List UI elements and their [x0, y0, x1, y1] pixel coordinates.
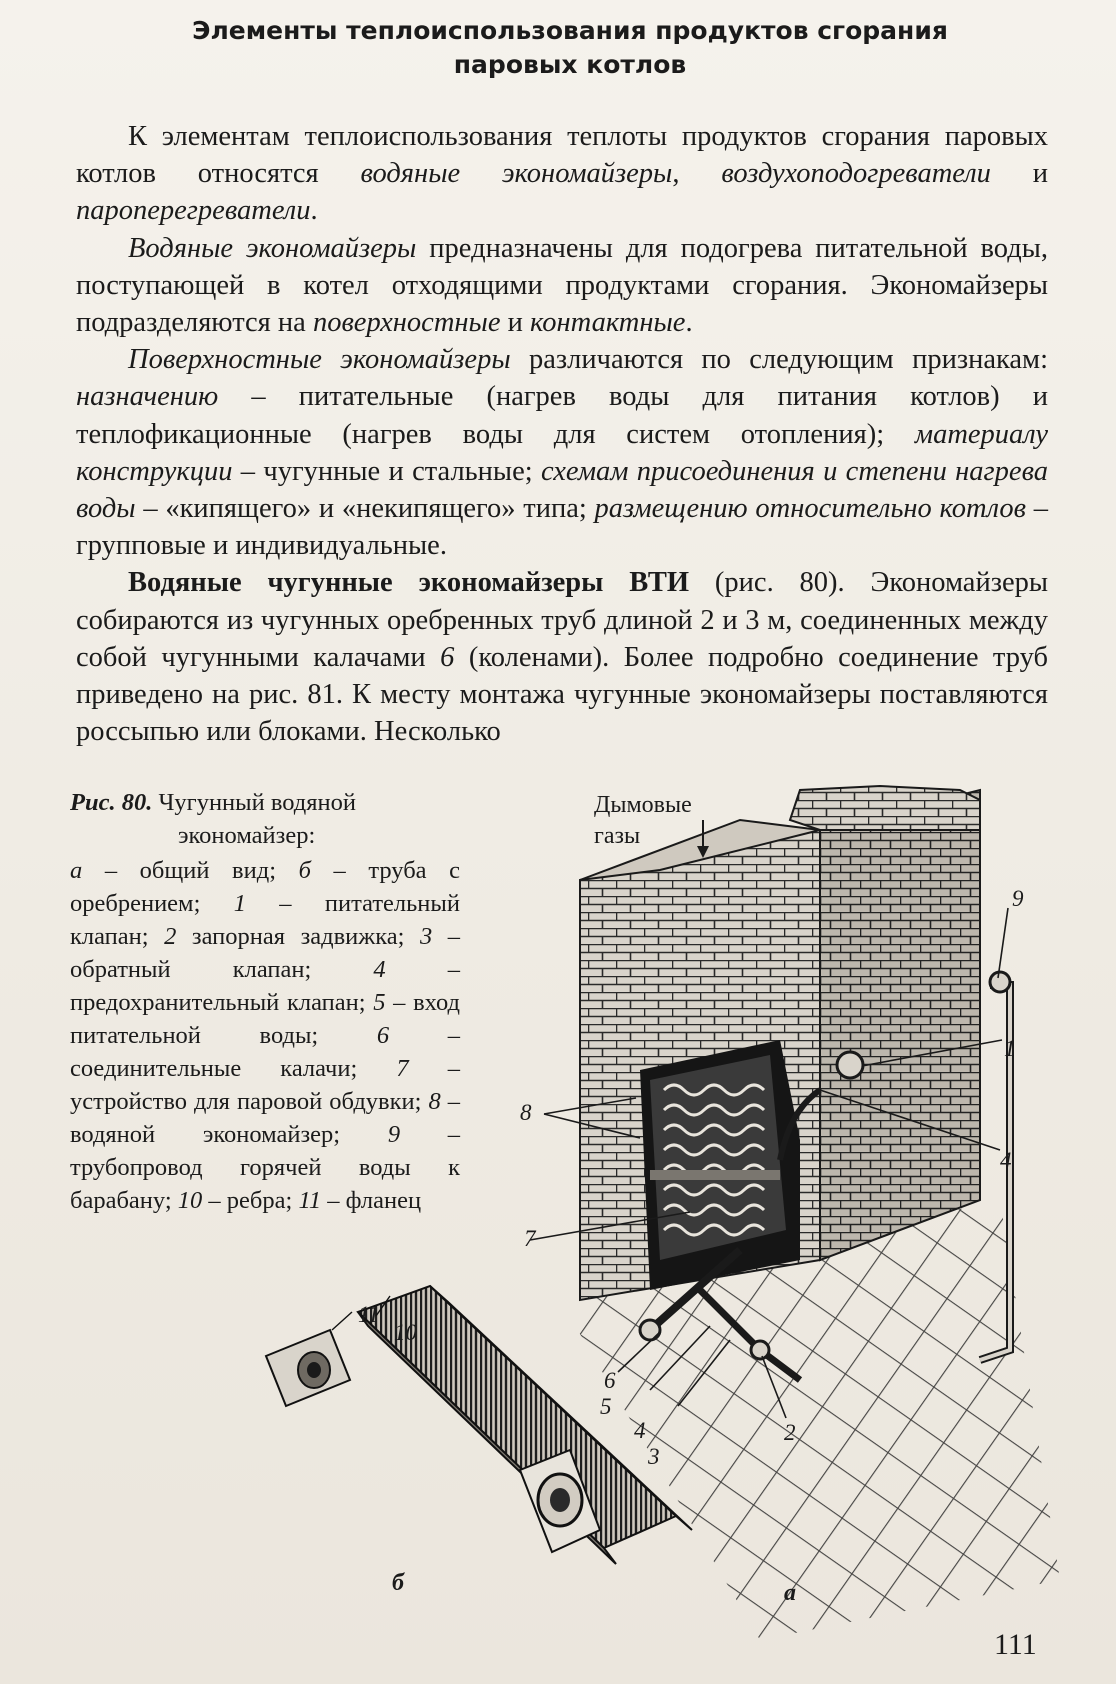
- callout-4: 4: [1000, 1148, 1012, 1173]
- callout-9: 9: [1012, 886, 1024, 911]
- legend-text: – труба с оребрением;: [70, 857, 460, 917]
- legend-key: а: [70, 857, 83, 884]
- text-run: (рис. 80). Экономайзеры собираются из чугунных оребренных труб длиной 2 и 3 м, соединенных между собой чугунными калачами: [76, 567, 1049, 673]
- callout-5: 5: [600, 1394, 612, 1419]
- legend-text: – вход питательной воды;: [70, 989, 460, 1049]
- figure-number: Рис. 80.: [70, 789, 153, 816]
- italic-term: материалу конструкции: [76, 418, 1048, 487]
- text-run: различаются по следующим признакам:: [510, 344, 1048, 376]
- legend-key: 2: [164, 923, 177, 950]
- legend-key: 6: [376, 1022, 390, 1049]
- text-run: – питательные (нагрев воды для питания котлов) и теплофикационные (нагрев воды для систем отопления);: [76, 381, 1048, 450]
- legend-key: 9: [387, 1121, 401, 1148]
- callout-2: 2: [784, 1420, 796, 1445]
- callout-6: 6: [604, 1368, 616, 1393]
- text-run: и: [990, 158, 1049, 190]
- legend-key: 3: [419, 923, 433, 950]
- legend-text: – устройство для паровой обдувки;: [70, 1055, 460, 1115]
- section-heading-line-1: Элементы теплоиспользования продуктов сгорания: [192, 16, 948, 45]
- italic-term: воздухоподогреватели: [721, 158, 991, 190]
- text-run: предназначены для подогрева питательной воды, поступающей в котел отходящими продуктами сгорания. Экономайзеры подразделяются на: [76, 232, 1048, 339]
- text-run: (коленами). Более подробно соединение труб приведено на рис. 81. К месту монтажа чугунные экономайзеры поставляются россыпью или блоками. Несколько: [76, 641, 1048, 748]
- legend-text: – водяной экономайзер;: [70, 1088, 460, 1148]
- subfigure-label-b: б: [392, 1570, 404, 1596]
- italic-term: Водяные экономайзеры: [128, 232, 417, 264]
- text-run: – чугунные и стальные;: [232, 455, 541, 487]
- italic-term: размещению относительно котлов: [594, 493, 1027, 525]
- legend-key: 11: [298, 1187, 322, 1214]
- callout-8: 8: [520, 1100, 532, 1125]
- italic-term: 6: [440, 641, 455, 673]
- legend-text: – фланец: [321, 1187, 422, 1214]
- italic-term: назначению: [76, 381, 219, 413]
- flue-gas-label: Дымовые газы: [594, 792, 692, 849]
- italic-term: пароперегреватели: [76, 195, 311, 227]
- callout-4b: 4: [634, 1418, 646, 1443]
- italic-term: схемам присоединения и степени нагрева воды: [76, 455, 1048, 525]
- text-run: К элементам теплоиспользования теплоты продуктов сгорания паровых котлов относятся: [76, 121, 1048, 190]
- legend-key: 1: [233, 890, 246, 917]
- callout-7: 7: [524, 1226, 536, 1251]
- italic-term: поверхностные: [312, 307, 501, 339]
- brick-setting: [580, 786, 980, 1300]
- text-run: и: [500, 307, 531, 339]
- legend-text: – питательный клапан;: [70, 890, 460, 950]
- section-heading-line-2: паровых котлов: [453, 50, 687, 79]
- legend-key: 7: [396, 1055, 409, 1082]
- legend-text: – трубопровод горячей воды к барабану;: [70, 1121, 461, 1214]
- text-run: .: [685, 307, 693, 339]
- page-number: 111: [994, 1628, 1037, 1661]
- legend-text: – соединительные калачи;: [70, 1022, 461, 1082]
- figure-title-line-2: экономайзер:: [178, 822, 316, 849]
- italic-term: контактные: [530, 307, 686, 339]
- italic-term: водяные экономайзеры: [360, 158, 673, 190]
- callout-11: 11: [358, 1302, 380, 1327]
- figure-title-line-1: Чугунный водяной: [158, 789, 357, 816]
- legend-text: запорная задвижка;: [176, 923, 420, 950]
- italic-term: Поверхностные экономайзеры: [128, 344, 511, 376]
- legend-text: – обратный клапан;: [70, 923, 461, 983]
- text-run: ,: [672, 158, 722, 190]
- legend-key: 8: [428, 1088, 441, 1115]
- callout-1: 1: [1004, 1036, 1016, 1061]
- bold-term: Водяные чугунные экономайзеры ВТИ: [128, 567, 690, 599]
- callout-3: 3: [648, 1444, 660, 1469]
- text-run: – «кипящего» и «некипящего» типа;: [135, 493, 595, 525]
- legend-text: – предохранительный клапан;: [70, 956, 460, 1016]
- text-run: .: [310, 195, 318, 227]
- legend-text: – общий вид;: [82, 857, 299, 884]
- text-run: – групповые и индивидуальные.: [76, 493, 1049, 562]
- subfigure-label-a: а: [784, 1580, 796, 1606]
- legend-key: б: [298, 857, 311, 884]
- legend-key: 10: [177, 1187, 203, 1214]
- callout-10: 10: [394, 1320, 417, 1345]
- legend-key: 4: [373, 956, 386, 983]
- legend-text: – ребра;: [202, 1187, 299, 1214]
- legend-key: 5: [373, 989, 386, 1016]
